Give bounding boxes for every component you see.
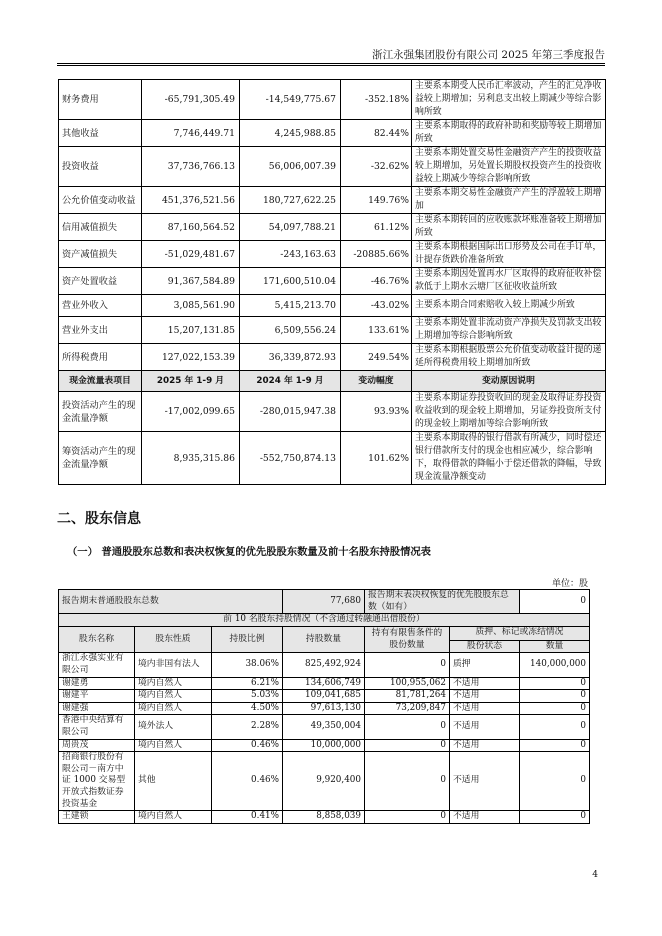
holding-shares: 134,606,749 bbox=[283, 677, 365, 690]
restricted-shares: 0 bbox=[365, 653, 450, 677]
previous-value: 56,006,007.39 bbox=[240, 147, 341, 187]
change-reason: 主要系本期合同索赔收入较上期减少所致 bbox=[412, 295, 606, 317]
change-reason: 主要系本期根据国际出口形势及公司在手订单，计提存货跌价准备所致 bbox=[412, 241, 606, 268]
restricted-shares: 0 bbox=[365, 739, 450, 752]
restricted-shares: 81,781,264 bbox=[365, 690, 450, 703]
shareholder-name: 浙江永强实业有限公司 bbox=[59, 653, 135, 677]
preferred-holders-value: 0 bbox=[520, 590, 590, 614]
shareholder-name: 招商银行股份有限公司－南方中证 1000 交易型开放式指数证券投资基金 bbox=[59, 752, 135, 811]
holding-ratio: 38.06% bbox=[212, 653, 283, 677]
col-header-shares: 持股数量 bbox=[283, 626, 365, 653]
previous-value: -14,549,775.67 bbox=[240, 80, 341, 120]
current-value: -17,002,099.65 bbox=[142, 392, 240, 432]
shareholder-summary-row bbox=[59, 590, 590, 614]
previous-value: 36,339,872.93 bbox=[240, 344, 341, 371]
change-reason: 主要系本期证券投资收回的现金及取得证券投资收益收到的现金较上期增加，另证券投资所支付的现金较上期增加等综合影响所致 bbox=[412, 392, 606, 432]
pledge-quantity: 0 bbox=[520, 811, 590, 824]
change-reason: 主要系本期转回的应收账款坏账准备较上期增加所致 bbox=[412, 214, 606, 241]
shareholder-name: 谢建平 bbox=[59, 690, 135, 703]
previous-value: 54,097,788.21 bbox=[240, 214, 341, 241]
item-name: 信用减值损失 bbox=[59, 214, 142, 241]
shareholder-name: 谢建勇 bbox=[59, 677, 135, 690]
shareholder-row bbox=[59, 811, 590, 824]
shareholder-nature: 境内自然人 bbox=[135, 690, 212, 703]
profit-row bbox=[59, 147, 606, 187]
change-reason: 主要系本期取得的政府补助和奖励等较上期增加所致 bbox=[412, 120, 606, 147]
cashflow-header-current: 2025 年 1-9 月 bbox=[142, 371, 240, 392]
profit-row bbox=[59, 295, 606, 317]
change-reason: 主要系本期处置非流动资产净损失及罚款支出较上期增加等综合影响所致 bbox=[412, 317, 606, 344]
profit-row bbox=[59, 344, 606, 371]
cashflow-header-previous: 2024 年 1-9 月 bbox=[240, 371, 341, 392]
shareholder-row bbox=[59, 752, 590, 811]
previous-value: 6,509,556.24 bbox=[240, 317, 341, 344]
change-reason: 主要系本期受人民币汇率波动，产生的汇兑净收益较上期增加；另利息支出较上期减少等综合影响所致 bbox=[412, 80, 606, 120]
previous-value: 5,415,213.70 bbox=[240, 295, 341, 317]
item-name: 筹资活动产生的现金流量净额 bbox=[59, 432, 142, 485]
unit-label: 单位：股 bbox=[551, 579, 588, 589]
change-percent: 93.93% bbox=[341, 392, 412, 432]
current-value: 37,736,766.13 bbox=[142, 147, 240, 187]
item-name: 投资收益 bbox=[59, 147, 142, 187]
shareholder-name: 周贵茂 bbox=[59, 739, 135, 752]
profit-row bbox=[59, 214, 606, 241]
current-value: 127,022,153.39 bbox=[142, 344, 240, 371]
profit-row bbox=[59, 268, 606, 295]
top10-caption-row bbox=[59, 614, 590, 627]
cashflow-header-row bbox=[59, 371, 606, 392]
previous-value: 4,245,988.85 bbox=[240, 120, 341, 147]
page-number: 4 bbox=[592, 870, 598, 880]
change-percent: -46.76% bbox=[341, 268, 412, 295]
restricted-shares: 0 bbox=[365, 715, 450, 739]
item-name: 投资活动产生的现金流量净额 bbox=[59, 392, 142, 432]
report-header-title: 浙江永强集团股份有限公司 2025 年第三季度报告 bbox=[372, 49, 605, 61]
financial-changes-table bbox=[58, 79, 606, 485]
shareholder-row bbox=[59, 677, 590, 690]
holding-shares: 825,492,924 bbox=[283, 653, 365, 677]
change-percent: 149.76% bbox=[341, 187, 412, 214]
shareholder-column-header-row bbox=[59, 626, 590, 640]
current-value: 15,207,131.85 bbox=[142, 317, 240, 344]
holding-shares: 97,613,130 bbox=[283, 702, 365, 715]
pledge-quantity: 140,000,000 bbox=[520, 653, 590, 677]
profit-row bbox=[59, 241, 606, 268]
holding-shares: 49,350,004 bbox=[283, 715, 365, 739]
change-percent: -20885.66% bbox=[341, 241, 412, 268]
current-value: 87,160,564.52 bbox=[142, 214, 240, 241]
col-header-pledge-group: 质押、标记或冻结情况 bbox=[450, 626, 590, 640]
col-header-status: 股份状态 bbox=[450, 640, 520, 653]
previous-value: -552,750,874.13 bbox=[240, 432, 341, 485]
change-percent: -32.62% bbox=[341, 147, 412, 187]
shareholder-nature: 境内自然人 bbox=[135, 739, 212, 752]
pledge-status: 不适用 bbox=[450, 752, 520, 811]
holding-ratio: 2.28% bbox=[212, 715, 283, 739]
pledge-status: 不适用 bbox=[450, 739, 520, 752]
col-header-name: 股东名称 bbox=[59, 626, 135, 653]
current-value: 7,746,449.71 bbox=[142, 120, 240, 147]
top10-caption: 前 10 名股东持股情况（不含通过转融通出借股份） bbox=[59, 614, 590, 627]
profit-row bbox=[59, 187, 606, 214]
change-percent: 101.62% bbox=[341, 432, 412, 485]
shareholder-nature: 境内自然人 bbox=[135, 677, 212, 690]
shareholder-row bbox=[59, 702, 590, 715]
change-reason: 主要系本期取得的银行借款有所减少，同时偿还银行借款所支付的现金也相应减少，综合影响下，取得借款的降幅小于偿还借款的降幅，导致现金流量净额变动 bbox=[412, 432, 606, 485]
holding-ratio: 0.46% bbox=[212, 739, 283, 752]
change-percent: 249.54% bbox=[341, 344, 412, 371]
change-percent: -43.02% bbox=[341, 295, 412, 317]
col-header-nature: 股东性质 bbox=[135, 626, 212, 653]
pledge-quantity: 0 bbox=[520, 702, 590, 715]
pledge-status: 不适用 bbox=[450, 677, 520, 690]
section-subtitle: （一） 普通股股东总数和表决权恢复的优先股股东数量及前十名股东持股情况表 bbox=[67, 546, 431, 558]
item-name: 公允价值变动收益 bbox=[59, 187, 142, 214]
profit-row bbox=[59, 317, 606, 344]
header-divider bbox=[57, 63, 605, 64]
section-title: 二、股东信息 bbox=[57, 511, 141, 527]
previous-value: -280,015,947.38 bbox=[240, 392, 341, 432]
shareholder-nature: 境内自然人 bbox=[135, 702, 212, 715]
change-reason: 主要系本期处置交易性金融资产产生的投资收益较上期增加，另处置长期股权投资产生的投资收益较上期减少等综合影响所致 bbox=[412, 147, 606, 187]
current-value: 3,085,561.90 bbox=[142, 295, 240, 317]
pledge-status: 不适用 bbox=[450, 811, 520, 824]
change-percent: 133.61% bbox=[341, 317, 412, 344]
restricted-shares: 100,955,062 bbox=[365, 677, 450, 690]
pledge-quantity: 0 bbox=[520, 739, 590, 752]
change-percent: 61.12% bbox=[341, 214, 412, 241]
shareholder-name: 王建锁 bbox=[59, 811, 135, 824]
pledge-quantity: 0 bbox=[520, 752, 590, 811]
shareholder-row bbox=[59, 715, 590, 739]
holding-ratio: 0.41% bbox=[212, 811, 283, 824]
col-header-quantity: 数量 bbox=[520, 640, 590, 653]
common-holders-label: 报告期末普通股股东总数 bbox=[59, 590, 283, 614]
cashflow-header-item: 现金流量表项目 bbox=[59, 371, 142, 392]
holding-shares: 9,920,400 bbox=[283, 752, 365, 811]
col-header-ratio: 持股比例 bbox=[212, 626, 283, 653]
shareholders-table bbox=[58, 589, 590, 824]
item-name: 营业外收入 bbox=[59, 295, 142, 317]
col-header-restricted: 持有有限售条件的股份数量 bbox=[365, 626, 450, 653]
shareholder-name: 谢建强 bbox=[59, 702, 135, 715]
shareholder-nature: 境外法人 bbox=[135, 715, 212, 739]
profit-row bbox=[59, 120, 606, 147]
pledge-status: 不适用 bbox=[450, 715, 520, 739]
pledge-quantity: 0 bbox=[520, 677, 590, 690]
change-reason: 主要系本期根据股票公允价值变动收益计提的递延所得税费用较上期增加所致 bbox=[412, 344, 606, 371]
pledge-status: 质押 bbox=[450, 653, 520, 677]
shareholder-name: 香港中央结算有限公司 bbox=[59, 715, 135, 739]
change-percent: 82.44% bbox=[341, 120, 412, 147]
restricted-shares: 0 bbox=[365, 811, 450, 824]
item-name: 营业外支出 bbox=[59, 317, 142, 344]
holding-shares: 10,000,000 bbox=[283, 739, 365, 752]
pledge-quantity: 0 bbox=[520, 715, 590, 739]
profit-row bbox=[59, 80, 606, 120]
shareholder-nature: 其他 bbox=[135, 752, 212, 811]
header-divider-secondary bbox=[57, 65, 605, 66]
holding-ratio: 6.21% bbox=[212, 677, 283, 690]
shareholder-row bbox=[59, 739, 590, 752]
previous-value: 180,727,622.25 bbox=[240, 187, 341, 214]
restricted-shares: 0 bbox=[365, 752, 450, 811]
holding-ratio: 4.50% bbox=[212, 702, 283, 715]
pledge-quantity: 0 bbox=[520, 690, 590, 703]
holding-shares: 109,041,685 bbox=[283, 690, 365, 703]
shareholder-row bbox=[59, 690, 590, 703]
shareholder-row bbox=[59, 653, 590, 677]
change-percent: -352.18% bbox=[341, 80, 412, 120]
current-value: 91,367,584.89 bbox=[142, 268, 240, 295]
cashflow-row bbox=[59, 432, 606, 485]
common-holders-value: 77,680 bbox=[283, 590, 365, 614]
current-value: 451,376,521.56 bbox=[142, 187, 240, 214]
previous-value: 171,600,510.04 bbox=[240, 268, 341, 295]
cashflow-header-reason: 变动原因说明 bbox=[412, 371, 606, 392]
current-value: -65,791,305.49 bbox=[142, 80, 240, 120]
current-value: 8,935,315.86 bbox=[142, 432, 240, 485]
cashflow-row bbox=[59, 392, 606, 432]
shareholder-nature: 境内自然人 bbox=[135, 811, 212, 824]
pledge-status: 不适用 bbox=[450, 690, 520, 703]
change-reason: 主要系本期因处置再水厂区取得的政府征收补偿款低于上期水云塘厂区征收收益所致 bbox=[412, 268, 606, 295]
holding-shares: 8,858,039 bbox=[283, 811, 365, 824]
item-name: 所得税费用 bbox=[59, 344, 142, 371]
item-name: 财务费用 bbox=[59, 80, 142, 120]
change-reason: 主要系本期交易性金融资产产生的浮盈较上期增加 bbox=[412, 187, 606, 214]
shareholder-nature: 境内非国有法人 bbox=[135, 653, 212, 677]
item-name: 资产处置收益 bbox=[59, 268, 142, 295]
holding-ratio: 5.03% bbox=[212, 690, 283, 703]
previous-value: -243,163.63 bbox=[240, 241, 341, 268]
current-value: -51,029,481.67 bbox=[142, 241, 240, 268]
restricted-shares: 73,209,847 bbox=[365, 702, 450, 715]
item-name: 其他收益 bbox=[59, 120, 142, 147]
holding-ratio: 0.46% bbox=[212, 752, 283, 811]
preferred-holders-label: 报告期末表决权恢复的优先股股东总数（如有） bbox=[365, 590, 520, 614]
item-name: 资产减值损失 bbox=[59, 241, 142, 268]
pledge-status: 不适用 bbox=[450, 702, 520, 715]
cashflow-header-change: 变动幅度 bbox=[341, 371, 412, 392]
